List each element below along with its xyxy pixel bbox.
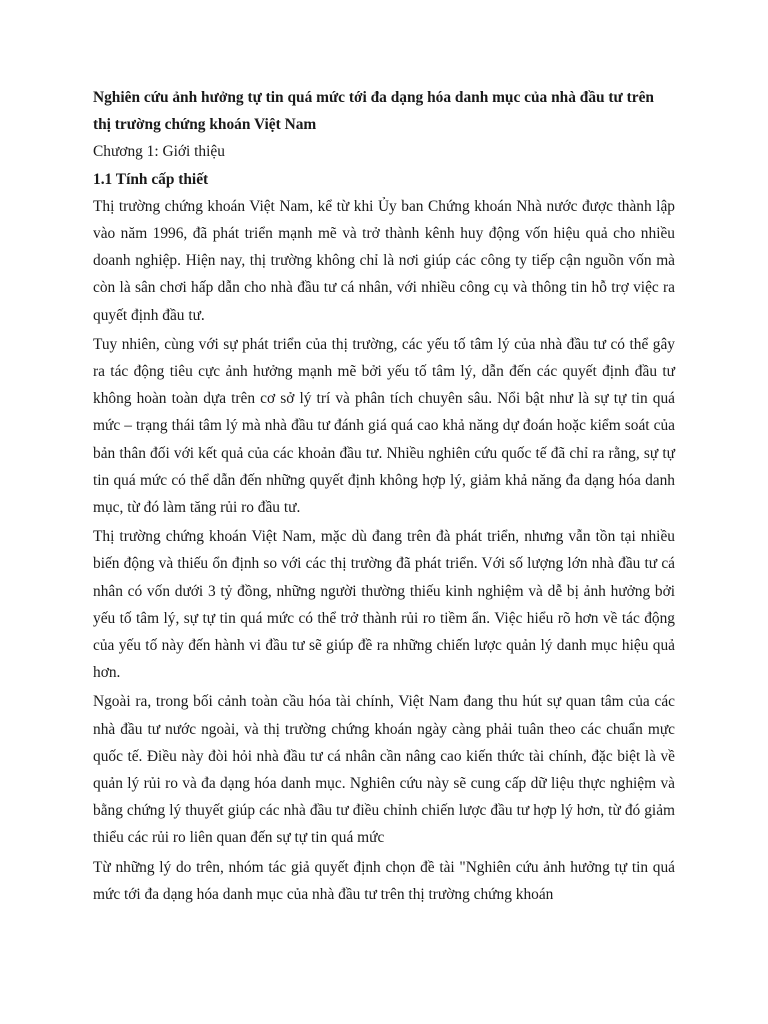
document-title: Nghiên cứu ảnh hưởng tự tin quá mức tới đa dạng hóa danh mục của nhà đầu tư trên thị trường chứng khoán Việt Nam [93, 89, 654, 134]
body-paragraph: Thị trường chứng khoán Việt Nam, mặc dù đang trên đà phát triển, nhưng vẫn tồn tại nhiều biến động và thiếu ổn định so với các thị trường đã phát triển. Với số lượng lớn nhà đầu tư cá nhân có vốn dưới 3 tỷ đồng, những người thường thiếu kinh nghiệm và dễ bị ảnh hưởng bởi yếu tố tâm lý, sự tự tin quá mức có thể trở thành rủi ro tiềm ẩn. Việc hiểu rõ hơn về tác động của yếu tố này đến hành vi đầu tư sẽ giúp đề ra những chiến lược quản lý danh mục hiệu quả hơn. [93, 528, 675, 682]
body-paragraph: Tuy nhiên, cùng với sự phát triển của thị trường, các yếu tố tâm lý của nhà đầu tư có thể gây ra tác động tiêu cực ảnh hưởng mạnh mẽ bởi yếu tố tâm lý, dẫn đến các quyết định đầu tư không hoàn toàn dựa trên cơ sở lý trí và phân tích chuyên sâu. Nổi bật như là sự tự tin quá mức – trạng thái tâm lý mà nhà đầu tư đánh giá quá cao khả năng dự đoán hoặc kiểm soát của bản thân đối với kết quả của các khoản đầu tư. Nhiều nghiên cứu quốc tế đã chỉ ra rằng, sự tự tin quá mức có thể dẫn đến những quyết định không hợp lý, giảm khả năng đa dạng hóa danh mục, từ đó làm tăng rủi ro đầu tư. [93, 335, 675, 517]
body-paragraph: Từ những lý do trên, nhóm tác giả quyết định chọn đề tài "Nghiên cứu ảnh hưởng tự tin quá mức tới đa dạng hóa danh mục của nhà đầu tư trên thị trường chứng khoán [93, 858, 675, 903]
section-heading: 1.1 Tính cấp thiết [93, 170, 209, 188]
body-paragraph: Thị trường chứng khoán Việt Nam, kể từ khi Ủy ban Chứng khoán Nhà nước được thành lập vào năm 1996, đã phát triển mạnh mẽ và trở thành kênh huy động vốn hiệu quả cho nhiều doanh nghiệp. Hiện nay, thị trường không chỉ là nơi giúp các công ty tiếp cận nguồn vốn mà còn là sân chơi hấp dẫn cho nhà đầu tư cá nhân, với nhiều công cụ và thông tin hỗ trợ việc ra quyết định đầu tư. [93, 197, 675, 324]
document-page [93, 84, 675, 910]
chapter-heading: Chương 1: Giới thiệu [93, 143, 225, 161]
body-paragraph: Ngoài ra, trong bối cảnh toàn cầu hóa tài chính, Việt Nam đang thu hút sự quan tâm của các nhà đầu tư nước ngoài, và thị trường chứng khoán ngày càng phải tuân theo các chuẩn mực quốc tế. Điều này đòi hỏi nhà đầu tư cá nhân cần nâng cao kiến thức tài chính, đặc biệt là về quản lý rủi ro và đa dạng hóa danh mục. Nghiên cứu này sẽ cung cấp dữ liệu thực nghiệm và bằng chứng lý thuyết giúp các nhà đầu tư điều chỉnh chiến lược đầu tư hợp lý hơn, từ đó giảm thiểu các rủi ro liên quan đến sự tự tin quá mức [93, 693, 675, 847]
